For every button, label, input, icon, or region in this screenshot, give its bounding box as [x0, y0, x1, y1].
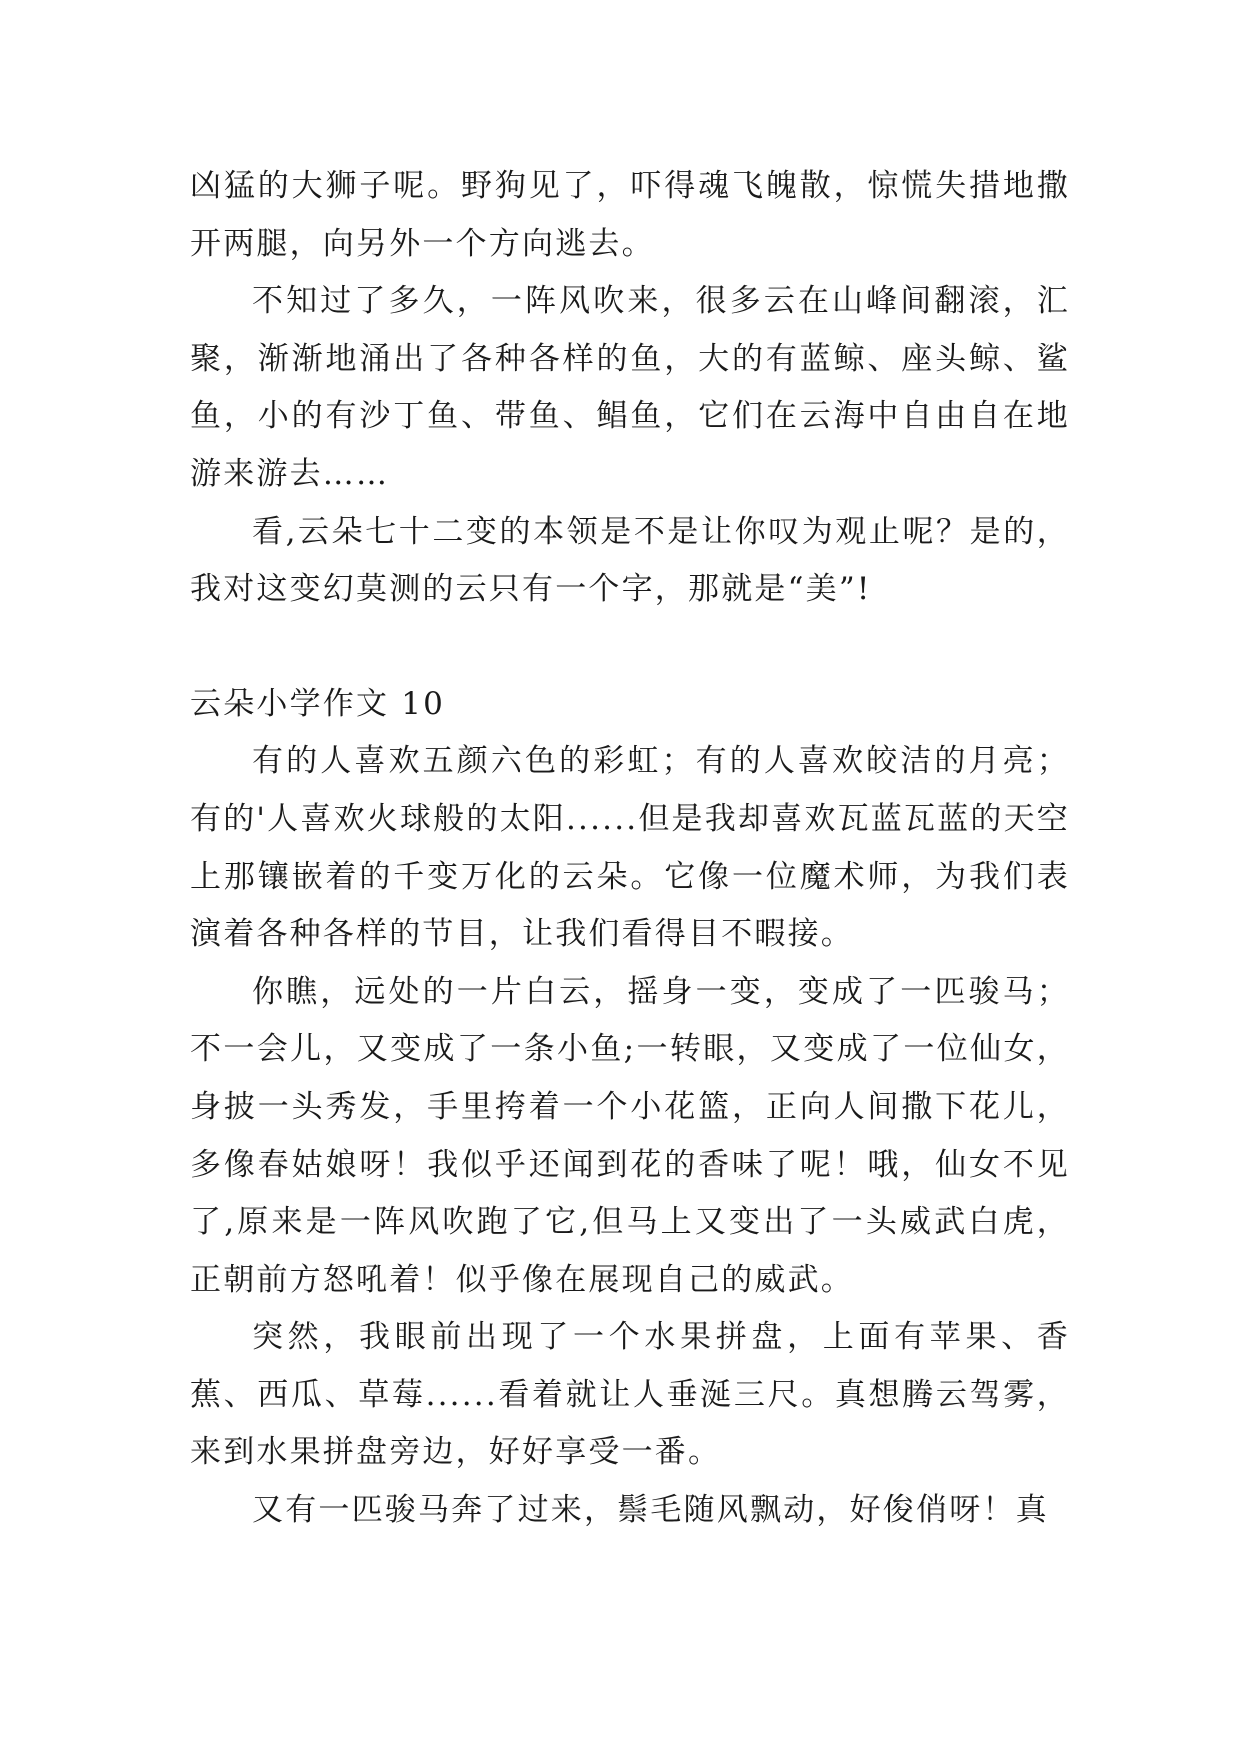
- paragraph: 看,云朵七十二变的本领是不是让你叹为观止呢？是的，我对这变幻莫测的云只有一个字，那就是“美”!: [190, 513, 1070, 608]
- paragraph: 有的人喜欢五颜六色的彩虹；有的人喜欢皎洁的月亮；有的'人喜欢火球般的太阳......但是我却喜欢瓦蓝瓦蓝的天空上那镶嵌着的千变万化的云朵。它像一位魔术师，为我们表演着各种各样的节目，让我们看得目不暇接。: [190, 743, 1070, 953]
- paragraph: 不知过了多久，一阵风吹来，很多云在山峰间翻滚，汇聚，渐渐地涌出了各种各样的鱼，大的有蓝鲸、座头鲸、鲨鱼，小的有沙丁鱼、带鱼、鲳鱼，它们在云海中自由自在地游来游去……: [190, 283, 1070, 492]
- paragraph: 又有一匹骏马奔了过来，鬃毛随风飘动，好俊俏呀！真: [252, 1492, 1049, 1529]
- document-page: [190, 158, 1070, 1540]
- paragraph-continued: 凶猛的大狮子呢。野狗见了，吓得魂飞魄散，惊慌失措地撒开两腿，向另外一个方向逃去。: [190, 168, 1070, 262]
- section-title: 云朵小学作文 10: [190, 685, 446, 722]
- paragraph: 你瞧，远处的一片白云，摇身一变，变成了一匹骏马；不一会儿，又变成了一条小鱼;一转眼，又变成了一位仙女，身披一头秀发，手里挎着一个小花篮，正向人间撒下花儿，多像春姑娘呀！我似乎还闻到花的香味了呢！哦，仙女不见了,原来是一阵风吹跑了它,但马上又变出了一头威武白虎，正朝前方怒吼着！似乎像在展现自己的威武。: [190, 973, 1070, 1298]
- paragraph: 突然，我眼前出现了一个水果拼盘，上面有苹果、香蕉、西瓜、草莓......看着就让人垂涎三尺。真想腾云驾雾，来到水果拼盘旁边，好好享受一番。: [190, 1319, 1070, 1471]
